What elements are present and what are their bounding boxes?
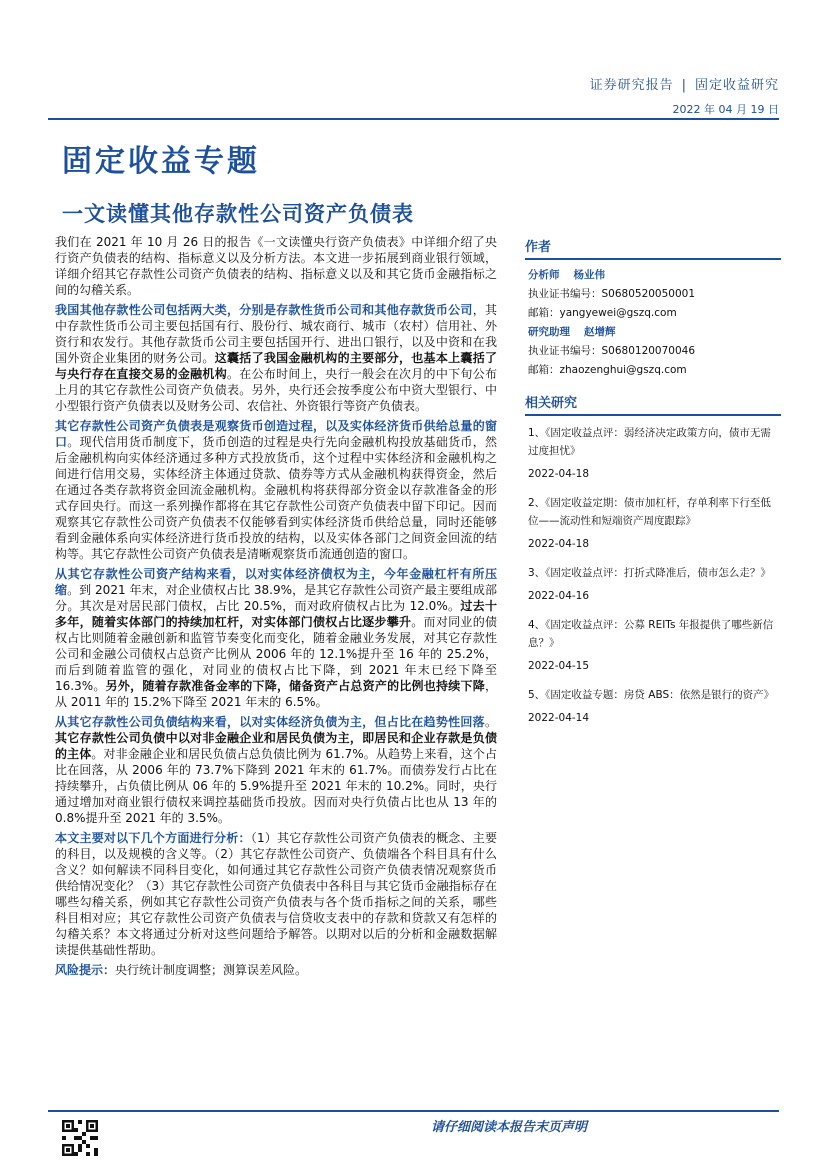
- related-heading: 相关研究: [525, 392, 781, 416]
- related-item-date: 2022-04-14: [528, 712, 590, 724]
- related-item-date: 2022-04-18: [528, 538, 590, 550]
- paragraph-outline: 本文主要对以下几个方面进行分析：（1）其它存款性公司资产负债表的概念、主要的科目，以及规模的含义等。（2）其它存款性公司资产、负债端各个科目具有什么含义？如何解读不同科目变化，如何通过其它存款性公司资产负债表情况观察货币供给情况变化？（3）其它存款性公司资产负债表中各科目与其它货币金融指标存在哪些勾稽关系，例如其它存款性公司资产负债表与各个货币指标之间的关系，哪些科目相对应；其它存款性公司资产负债表与信贷收支表中的存款和贷款又有怎样的勾稽关系？本文将通过分析对这些问题给予解答。以期对以后的分析和金融数据解读提供基础性帮助。: [55, 831, 497, 957]
- page-subtitle: 一文读懂其他存款性公司资产负债表: [62, 202, 414, 226]
- report-category: 固定收益研究: [694, 78, 779, 93]
- assistant-line: 研究助理 赵增辉: [528, 326, 616, 338]
- related-list: [525, 424, 781, 726]
- main-body: [55, 234, 497, 982]
- related-item-date: 2022-04-15: [528, 660, 590, 672]
- footer-disclaimer: 请仔细阅读本报告末页声明: [430, 1120, 587, 1135]
- sidebar: [525, 236, 781, 738]
- page-title: 固定收益专题: [62, 144, 260, 179]
- related-item-date: 2022-04-16: [528, 590, 590, 602]
- related-item-title[interactable]: 3、《固定收益点评：打折式降准后，债市怎么走？》: [528, 567, 771, 579]
- report-date: 2022 年 04 月 19 日: [672, 103, 779, 116]
- analyst-email[interactable]: 邮箱：yangyewei@gszq.com: [528, 307, 677, 319]
- paragraph-assets: 从其它存款性公司资产结构来看，以对实体经济债权为主，今年金融杠杆有所压缩。到 2021 年末，对企业债权占比 38.9%，是其它存款性公司资产最主要组成部分。其次是对居民部门债权，占比 20.5%，而对政府债权占比为 12.0%。过去十多年，随着实体部门的持续加杠杆，对实体部门债权占比逐步攀升。而对同业的债权占比则随着金融创新和监管节奏变化而变化，随着金融业务发展，对其它存款性公司和金融公司债权占总资产比例从 2006 年的 12.1%提升至 16 年的 25.2%，而后到随着监管的强化，对同业的债权占比下降，到 2021 年末已经下降至 16.3%。另外，随着存款准备金率的下降，储备资产占总资产的比例也持续下降，从 2011 年的 15.2%下降至 2021 年末的 6.5%。: [55, 567, 497, 709]
- related-item-title[interactable]: 4、《固定收益点评：公募 REITs 年报提供了哪些新信息？》: [528, 619, 774, 649]
- analyst-cert: 执业证书编号：S0680520050001: [528, 288, 696, 300]
- report-type: 证券研究报告: [589, 78, 674, 93]
- qr-code-icon: [62, 1120, 98, 1156]
- footer-rule: [48, 1110, 779, 1112]
- report-header: [590, 74, 779, 117]
- related-item-date: 2022-04-18: [528, 468, 590, 480]
- assistant-cert: 执业证书编号：S0680120070046: [528, 345, 696, 357]
- paragraph-scope: 我国其他存款性公司包括两大类，分别是存款性货币公司和其他存款货币公司，其中存款性货币公司主要包括国有行、股份行、城农商行、城市（农村）信用社、外资行和农发行。其他存款货币公司主要包括国开行、进出口银行，以及中资和在我国外资企业集团的财务公司。这囊括了我国金融机构的主要部分，也基本上囊括了与央行存在直接交易的金融机构。在公布时间上，央行一般会在次月的中下旬公布上月的其它存款性公司资产负债表。另外，央行还会按季度公布中资大型银行、中小型银行资产负债表以及财务公司、农信社、外资银行等资产负债表。: [55, 303, 497, 413]
- risk-warning: 风险提示：央行统计制度调整；测算误差风险。: [55, 963, 308, 977]
- analyst-line: 分析师 杨业伟: [528, 269, 605, 281]
- related-item-title[interactable]: 5、《固定收益专题：房贷 ABS：依然是银行的资产》: [528, 689, 775, 701]
- paragraph-liabilities: 从其它存款性公司负债结构来看，以对实体经济负债为主，但占比在趋势性回落。其它存款性公司负债中以对非金融企业和居民负债为主，即居民和企业存款是负债的主体。对非金融企业和居民负债占总负债比例为 61.7%。从趋势上来看，这个占比在回落，从 2006 年的 73.7%下降到 2021 年末的 61.7%。而债券发行占比在持续攀升，占负债比例从 06 年的 5.9%提升至 2021 年末的 10.2%。同时，央行通过增加对商业银行债权来调控基础货币投放。因而对央行负债占比也从 13 年的 0.8%提升至 2021 年的 3.5%。: [55, 715, 497, 825]
- paragraph-intro: 我们在 2021 年 10 月 26 日的报告《一文读懂央行资产负债表》中详细介绍了央行资产负债表的结构、指标意义以及分析方法。本文进一步拓展到商业银行领域，详细介绍其它存款性公司资产负债表的结构、指标意义以及和其它货币金融指标之间的勾稽关系。: [55, 235, 497, 297]
- header-divider: |: [681, 78, 687, 93]
- assistant-email[interactable]: 邮箱：zhaozenghui@gszq.com: [528, 364, 687, 376]
- header-rule: [48, 118, 779, 120]
- related-item-title[interactable]: 1、《固定收益点评：弱经济决定政策方向，债市无需过度担忧》: [528, 427, 771, 457]
- authors-heading: 作者: [525, 236, 781, 260]
- paragraph-window: 其它存款性公司资产负债表是观察货币创造过程，以及实体经济货币供给总量的窗口。现代信用货币制度下，货币创造的过程是央行先向金融机构投放基础货币，然后金融机构向实体经济通过多种方式投放货币，这个过程中实体经济和金融机构之间进行信用交易，实体经济主体通过贷款、债券等方式从金融机构获得资金，然后在通过各类存款将资金回流金融机构。金融机构将获得部分资金以存款准备金的形式存回央行。而这一系列操作都将在其它存款性公司资产负债表中留下印记。因而观察其它存款性公司资产负债表不仅能够看到实体经济货币供给总量，同时还能够看到金融体系向实体经济进行货币投放的结构，以及实体各部门之间资金回流的结构等。其它存款性公司资产负债表是清晰观察货币流通创造的窗口。: [55, 419, 497, 561]
- related-item-title[interactable]: 2、《固定收益定期：债市加杠杆，存单利率下行至低位——流动性和短端资产周度跟踪》: [528, 497, 771, 527]
